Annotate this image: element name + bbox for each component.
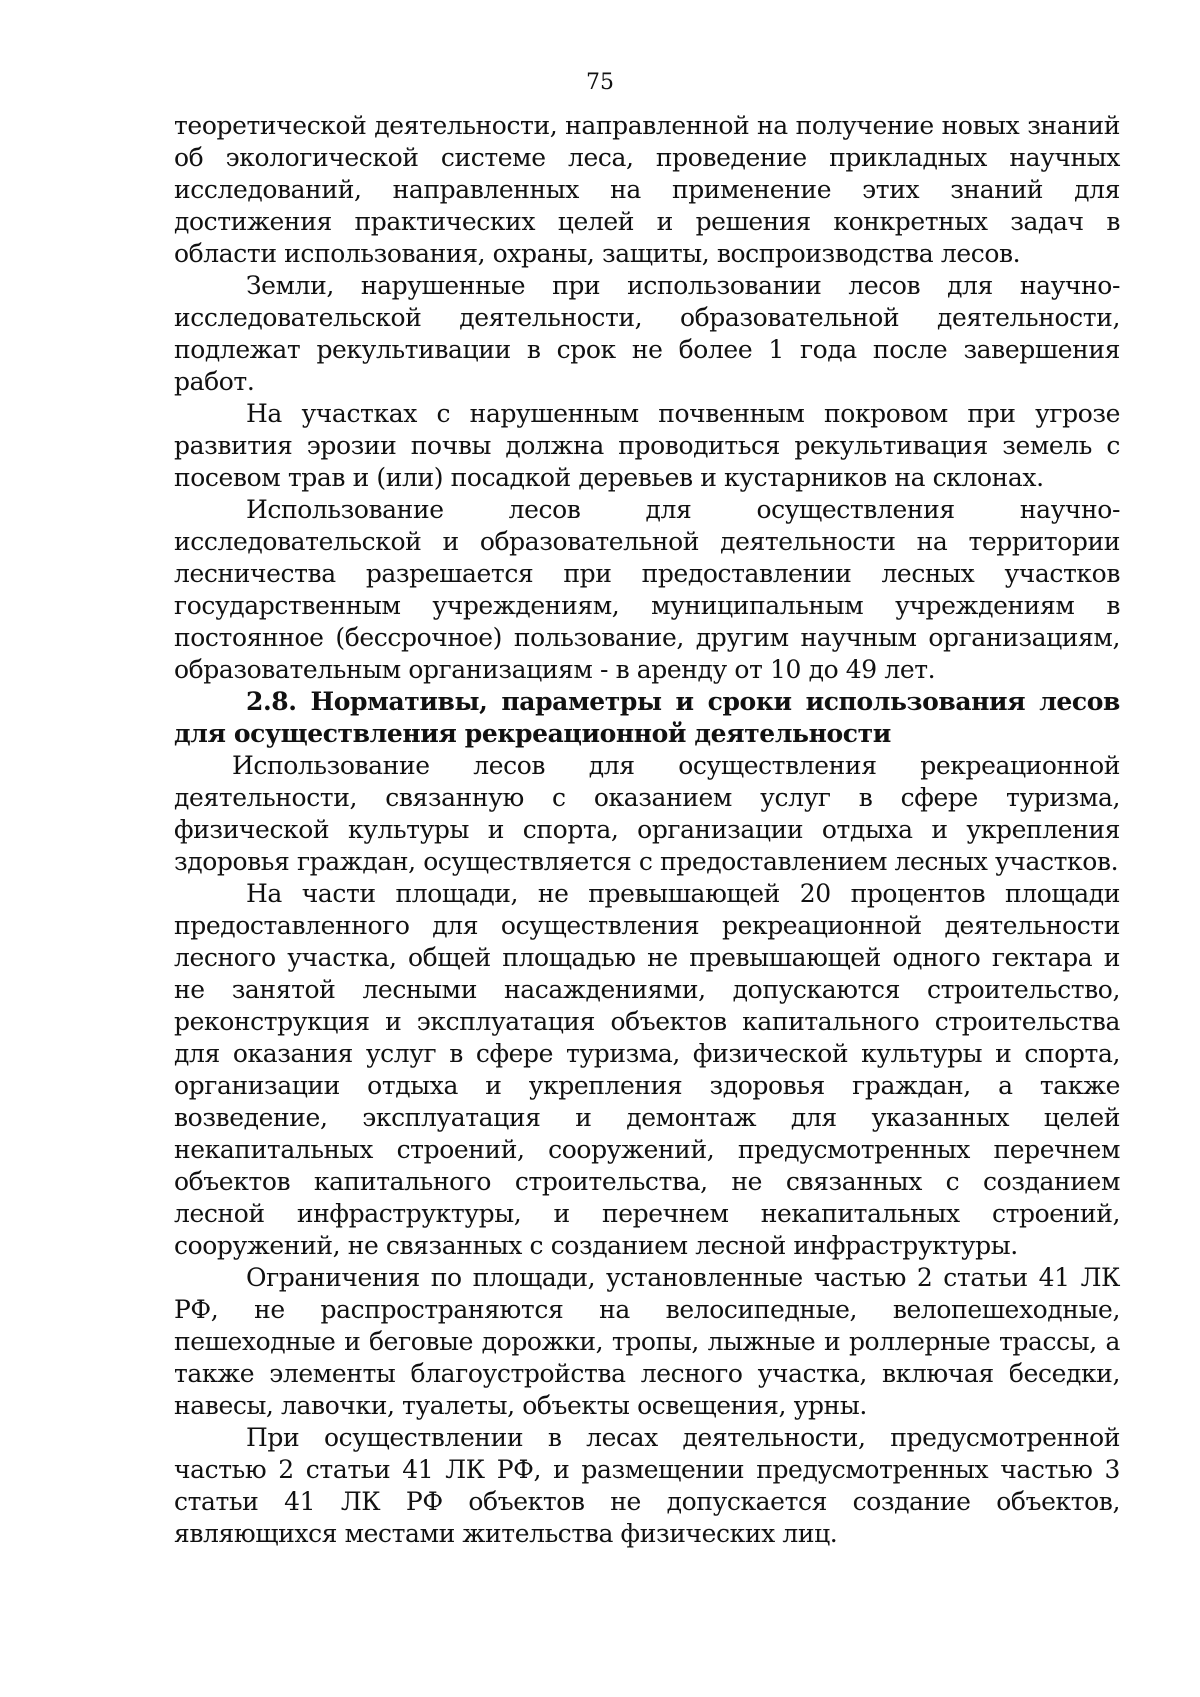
paragraph: На части площади, не превышающей 20 процентов площади предоставленного для осуществления рекреационной деятельности лесного участка, общей площадью не превышающей одного гектара и не занятой лесными насаждениями, допускаются строительство, реконструкция и эксплуатация объектов капитального строительства для оказания услуг в сфере туризма, физической культуры и спорта, организации отдыха и укрепления здоровья граждан, а также возведение, эксплуатация и демонтаж для указанных целей некапитальных строений, сооружений, предусмотренных перечнем объектов капитального строительства, не связанных с созданием лесной инфраструктуры, и перечнем некапитальных строений, сооружений, не связанных с созданием лесной инфраструктуры. xyxy=(174,879,1120,1260)
paragraph: На участках с нарушенным почвенным покровом при угрозе развития эрозии почвы должна проводиться рекультивация земель с посевом трав и (или) посадкой деревьев и кустарников на склонах. xyxy=(174,399,1120,492)
page-content xyxy=(174,110,1120,1550)
paragraph: Использование лесов для осуществления рекреационной деятельности, связанную с оказанием услуг в сфере туризма, физической культуры и спорта, организации отдыха и укрепления здоровья граждан, осуществляется с предоставлением лесных участков. xyxy=(174,751,1120,876)
paragraph: При осуществлении в лесах деятельности, предусмотренной частью 2 статьи 41 ЛК РФ, и размещении предусмотренных частью 3 статьи 41 ЛК РФ объектов не допускается создание объектов, являющихся местами жительства физических лиц. xyxy=(174,1423,1120,1548)
page-number: 75 xyxy=(586,70,614,95)
paragraph: Земли, нарушенные при использовании лесов для научно-исследовательской деятельности, образовательной деятельности, подлежат рекультивации в срок не более 1 года после завершения работ. xyxy=(174,271,1120,396)
paragraph-continuation: теоретической деятельности, направленной на получение новых знаний об экологической системе леса, проведение прикладных научных исследований, направленных на применение этих знаний для достижения практических целей и решения конкретных задач в области использования, охраны, защиты, воспроизводства лесов. xyxy=(174,111,1120,268)
section-heading: 2.8. Нормативы, параметры и сроки использования лесов для осуществления рекреационной деятельности xyxy=(174,687,1120,748)
paragraph: Ограничения по площади, установленные частью 2 статьи 41 ЛК РФ, не распространяются на велосипедные, велопешеходные, пешеходные и беговые дорожки, тропы, лыжные и роллерные трассы, а также элементы благоустройства лесного участка, включая беседки, навесы, лавочки, туалеты, объекты освещения, урны. xyxy=(174,1263,1120,1420)
paragraph: Использование лесов для осуществления научно-исследовательской и образовательной деятельности на территории лесничества разрешается при предоставлении лесных участков государственным учреждениям, муниципальным учреждениям в постоянное (бессрочное) пользование, другим научным организациям, образовательным организациям - в аренду от 10 до 49 лет. xyxy=(174,495,1120,684)
